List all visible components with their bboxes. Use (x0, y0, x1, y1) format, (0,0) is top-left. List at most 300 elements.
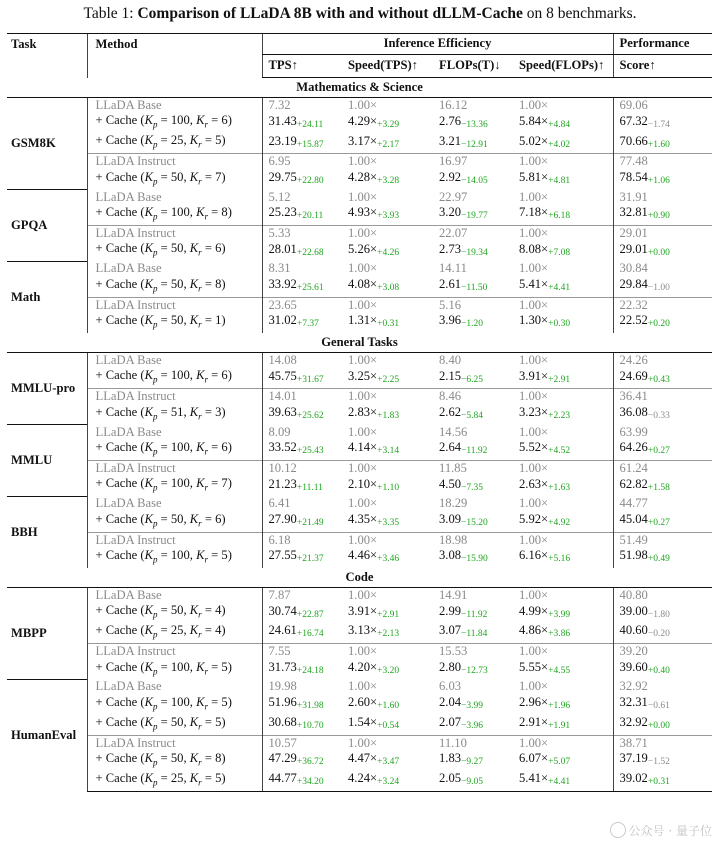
flops-value: 15.53 (439, 644, 468, 659)
method-cell: + Cache ($K_p = 100$, $K_r = 6$) (87, 440, 262, 460)
flops-cell (433, 476, 513, 496)
watermark-text: 公众号 · 量子位 (628, 824, 712, 838)
tps-cell (262, 532, 342, 548)
speed-flops-cell (513, 352, 613, 368)
speed-flops-delta: +4.55 (548, 665, 571, 676)
flops-value: 1.83 (439, 751, 462, 766)
caption-suffix: on 8 benchmarks. (522, 5, 637, 22)
method-label: LLaDA Instruct (95, 389, 176, 404)
tps-cell (262, 771, 342, 791)
flops-value: 2.80 (439, 659, 462, 674)
table-row (7, 548, 712, 568)
kr-value: 6 (221, 368, 228, 383)
flops-cell (433, 190, 513, 205)
speed-tps-delta: +1.10 (377, 482, 400, 493)
score-value: 37.19 (619, 751, 648, 766)
speed-flops-value: 1.00× (519, 389, 549, 404)
tps-delta: +36.72 (296, 757, 324, 768)
tps-value: 30.74 (268, 603, 297, 618)
flops-value: 11.10 (439, 735, 467, 750)
flops-value: 2.07 (439, 715, 462, 730)
kp-symbol: $K_p$ (144, 476, 158, 493)
score-value: 24.69 (619, 368, 648, 383)
speed-flops-value: 1.00× (519, 189, 549, 204)
speed-tps-delta: +1.83 (377, 410, 400, 421)
kr-value: 5 (215, 133, 222, 148)
method-cell (87, 154, 262, 170)
flops-cell (433, 205, 513, 225)
kr-symbol: $K_r$ (189, 751, 202, 768)
kp-value: 25 (170, 133, 184, 148)
method-cell: + Cache ($K_p = 50$, $K_r = 6$) (87, 512, 262, 532)
tps-cell (262, 751, 342, 771)
table-row (7, 352, 712, 368)
method-cell (87, 352, 262, 368)
flops-value: 22.07 (439, 225, 468, 240)
score-cell (613, 715, 712, 735)
tps-cell (262, 425, 342, 440)
speed-tps-value: 1.00× (348, 189, 378, 204)
speed-tps-delta: +3.47 (377, 757, 400, 768)
score-value: 70.66 (619, 133, 648, 148)
speed-flops-cell (513, 113, 613, 133)
speed-tps-cell (342, 603, 433, 623)
method-cell: + Cache ($K_p = 25$, $K_r = 5$) (87, 771, 262, 791)
speed-flops-value: 1.00× (519, 154, 549, 169)
table-row (7, 735, 712, 751)
section-title: General Tasks (7, 333, 712, 353)
speed-flops-cell (513, 532, 613, 548)
score-delta: +0.00 (647, 721, 670, 732)
flops-delta: −12.91 (461, 139, 488, 150)
speed-flops-cell (513, 548, 613, 568)
tps-value: 8.09 (268, 424, 291, 439)
speed-tps-cell (342, 771, 433, 791)
method-cell (87, 460, 262, 476)
flops-value: 2.99 (439, 603, 462, 618)
tps-value: 31.02 (268, 313, 297, 328)
table-body (7, 78, 712, 792)
kp-value: 100 (170, 439, 190, 454)
speed-flops-value: 1.00× (519, 261, 549, 276)
speed-flops-value: 6.07× (519, 751, 549, 766)
flops-delta: −3.99 (461, 701, 484, 712)
method-cell: + Cache ($K_p = 100$, $K_r = 7$) (87, 476, 262, 496)
speed-tps-cell (342, 190, 433, 205)
speed-flops-delta: +5.16 (548, 554, 571, 565)
kp-symbol: $K_p$ (144, 694, 158, 712)
score-cell (613, 241, 712, 261)
speed-tps-cell (342, 644, 433, 660)
tps-cell (262, 496, 342, 511)
speed-flops-value: 5.92× (519, 511, 549, 526)
flops-value: 11.85 (439, 460, 467, 475)
speed-flops-delta: +0.30 (548, 319, 571, 330)
speed-tps-cell (342, 297, 433, 313)
tps-cell (262, 170, 342, 190)
method-cell (87, 644, 262, 660)
method-cell: + Cache ($K_p = 50$, $K_r = 6$) (87, 241, 262, 261)
kr-value: 7 (221, 476, 228, 491)
score-delta: +0.90 (647, 211, 670, 222)
flops-cell (433, 695, 513, 715)
score-value: 64.26 (619, 440, 648, 455)
header-method: Method (87, 34, 262, 78)
score-cell (613, 735, 712, 751)
flops-value: 3.21 (439, 133, 462, 148)
task-name: BBH (7, 496, 87, 568)
header-task: Task (7, 34, 87, 78)
flops-delta: −15.20 (461, 517, 488, 528)
speed-flops-cell (513, 512, 613, 532)
method-cell (87, 496, 262, 511)
speed-tps-delta: +3.29 (377, 119, 400, 130)
tps-cell (262, 261, 342, 276)
speed-tps-delta: +2.25 (377, 374, 400, 385)
tps-value: 25.23 (268, 205, 297, 220)
speed-flops-value: 1.00× (519, 297, 549, 312)
table-row (7, 476, 712, 496)
score-value: 44.77 (619, 496, 648, 511)
table-row (7, 460, 712, 476)
method-label: LLaDA Base (95, 587, 162, 602)
kr-symbol: $K_r$ (189, 312, 202, 330)
tps-cell (262, 190, 342, 205)
speed-flops-delta: +1.63 (548, 482, 571, 493)
method-label: LLaDA Instruct (95, 532, 176, 547)
flops-cell (433, 735, 513, 751)
score-delta: −0.33 (647, 410, 670, 421)
speed-tps-value: 3.17× (348, 133, 378, 148)
speed-tps-value: 2.60× (348, 695, 378, 710)
tps-cell (262, 715, 342, 735)
kr-symbol: $K_r$ (189, 603, 202, 620)
speed-flops-value: 1.00× (519, 644, 549, 659)
speed-tps-value: 1.00× (348, 352, 378, 367)
kr-symbol: $K_r$ (196, 694, 208, 712)
tps-cell (262, 512, 342, 532)
table-row (7, 715, 712, 735)
speed-flops-cell (513, 476, 613, 496)
tps-cell (262, 476, 342, 496)
kr-symbol: $K_r$ (189, 169, 202, 187)
score-value: 30.84 (619, 261, 648, 276)
method-cell (87, 679, 262, 694)
kr-symbol: $K_r$ (196, 368, 208, 385)
method-label: LLaDA Base (95, 98, 162, 112)
flops-delta: −11.92 (461, 609, 488, 620)
tps-value: 14.01 (268, 389, 297, 404)
score-value: 69.06 (619, 98, 648, 112)
tps-value: 6.41 (268, 496, 291, 511)
speed-tps-delta: +3.35 (377, 517, 400, 528)
kr-symbol: $K_r$ (196, 476, 208, 493)
kr-value: 8 (215, 751, 222, 766)
kr-value: 5 (215, 771, 222, 786)
score-value: 22.52 (619, 313, 648, 328)
speed-tps-cell (342, 225, 433, 241)
score-cell (613, 548, 712, 568)
kr-symbol: $K_r$ (189, 276, 202, 294)
flops-cell (433, 98, 513, 114)
score-value: 32.92 (619, 679, 648, 694)
score-cell (613, 679, 712, 694)
table-row (7, 190, 712, 205)
wechat-icon (610, 822, 626, 838)
speed-tps-cell (342, 368, 433, 388)
kp-symbol: $K_p$ (144, 241, 158, 258)
table-row (7, 679, 712, 694)
tps-cell (262, 644, 342, 660)
speed-flops-delta: +6.18 (548, 211, 571, 222)
header-inference-efficiency: Inference Efficiency (262, 34, 613, 55)
score-cell (613, 133, 712, 153)
speed-flops-delta: +4.81 (548, 175, 571, 186)
score-value: 67.32 (619, 113, 648, 128)
score-value: 39.60 (619, 659, 648, 674)
speed-tps-cell (342, 405, 433, 425)
tps-cell (262, 98, 342, 114)
method-label: LLaDA Base (95, 496, 162, 511)
score-delta: +0.27 (647, 446, 670, 457)
speed-tps-value: 1.00× (348, 297, 378, 312)
kp-value: 50 (170, 603, 184, 618)
tps-value: 23.65 (268, 297, 297, 312)
task-name: MMLU (7, 425, 87, 497)
task-name: GSM8K (11, 135, 56, 150)
flops-cell (433, 352, 513, 368)
method-label: LLaDA Instruct (95, 297, 176, 312)
flops-value: 18.98 (439, 532, 468, 547)
tps-value: 10.12 (268, 460, 297, 475)
tps-delta: +16.74 (296, 629, 324, 640)
tps-cell (262, 405, 342, 425)
kr-symbol: $K_r$ (189, 404, 202, 422)
speed-tps-cell (342, 261, 433, 276)
tps-value: 5.12 (268, 189, 291, 204)
speed-tps-cell (342, 587, 433, 603)
score-value: 39.20 (619, 644, 648, 659)
tps-delta: +24.18 (296, 665, 324, 676)
score-cell (613, 261, 712, 276)
table-row (7, 313, 712, 333)
tps-value: 47.29 (268, 751, 297, 766)
tps-value: 6.18 (268, 532, 291, 547)
kp-symbol: $K_p$ (144, 547, 158, 565)
speed-tps-value: 4.29× (348, 113, 378, 128)
kr-value: 1 (215, 312, 222, 327)
flops-value: 14.11 (439, 261, 467, 276)
score-value: 29.01 (619, 241, 648, 256)
caption-title: Comparison of LLaDA 8B with and without dLLM-Cache (137, 5, 523, 22)
speed-tps-delta: +3.28 (377, 175, 400, 186)
flops-cell (433, 133, 513, 153)
method-cell: + Cache ($K_p = 50$, $K_r = 7$) (87, 170, 262, 190)
tps-cell (262, 735, 342, 751)
tps-delta: +25.61 (296, 282, 324, 293)
speed-tps-cell (342, 715, 433, 735)
speed-flops-value: 5.41× (519, 276, 549, 291)
tps-value: 31.73 (268, 659, 297, 674)
speed-flops-delta: +3.99 (548, 609, 571, 620)
method-label: LLaDA Base (95, 189, 162, 204)
speed-flops-cell (513, 261, 613, 276)
table-row (7, 154, 712, 170)
tps-value: 44.77 (268, 771, 297, 786)
flops-cell (433, 532, 513, 548)
speed-flops-value: 3.23× (519, 404, 549, 419)
tps-delta: +25.43 (296, 446, 324, 457)
speed-flops-value: 5.52× (519, 440, 549, 455)
kr-symbol: $K_r$ (189, 771, 202, 788)
score-cell (613, 476, 712, 496)
task-name: HumanEval (7, 679, 87, 791)
kr-value: 4 (215, 603, 222, 618)
score-value: 45.04 (619, 511, 648, 526)
speed-flops-value: 2.63× (519, 476, 549, 491)
method-cell (87, 98, 262, 114)
method-label: LLaDA Base (95, 424, 162, 439)
speed-tps-value: 4.35× (348, 511, 378, 526)
tps-cell (262, 389, 342, 405)
score-delta: +0.27 (647, 517, 670, 528)
speed-tps-cell (342, 660, 433, 680)
kp-value: 25 (170, 623, 184, 638)
tps-cell (262, 548, 342, 568)
kr-symbol: $K_r$ (196, 547, 208, 565)
flops-cell (433, 170, 513, 190)
tps-delta: +21.49 (296, 517, 324, 528)
flops-cell (433, 771, 513, 791)
speed-tps-cell (342, 440, 433, 460)
speed-flops-value: 4.99× (519, 603, 549, 618)
tps-value: 5.33 (268, 225, 291, 240)
tps-value: 21.23 (268, 476, 297, 491)
speed-flops-value: 1.00× (519, 225, 549, 240)
score-cell (613, 695, 712, 715)
speed-flops-cell (513, 368, 613, 388)
tps-delta: +31.98 (296, 701, 324, 712)
speed-tps-delta: +3.24 (377, 777, 400, 788)
flops-delta: −14.05 (461, 175, 488, 186)
method-cell: + Cache ($K_p = 25$, $K_r = 5$) (87, 133, 262, 153)
method-label: LLaDA Base (95, 261, 162, 276)
kr-value: 5 (221, 694, 228, 709)
table-row (7, 277, 712, 297)
speed-tps-value: 1.00× (348, 679, 378, 694)
speed-flops-cell (513, 771, 613, 791)
speed-flops-value: 6.16× (519, 548, 549, 563)
table-row (7, 660, 712, 680)
flops-delta: −15.90 (461, 554, 488, 565)
tps-value: 51.96 (268, 695, 297, 710)
method-cell (87, 532, 262, 548)
kp-value: 50 (170, 511, 184, 526)
flops-delta: −11.50 (461, 282, 488, 293)
speed-flops-cell (513, 751, 613, 771)
flops-value: 2.62 (439, 404, 462, 419)
flops-value: 2.05 (439, 771, 462, 786)
flops-delta: −5.84 (461, 410, 484, 421)
score-delta: +1.60 (647, 139, 670, 150)
flops-delta: −9.27 (461, 757, 484, 768)
tps-cell (262, 679, 342, 694)
tps-cell (262, 352, 342, 368)
score-delta: −1.52 (647, 757, 670, 768)
score-value: 22.32 (619, 297, 648, 312)
score-delta: +0.00 (647, 247, 670, 258)
score-delta: +0.31 (647, 777, 670, 788)
kp-value: 100 (170, 476, 190, 491)
speed-tps-cell (342, 460, 433, 476)
speed-tps-value: 4.47× (348, 751, 378, 766)
method-label: LLaDA Instruct (95, 644, 176, 659)
speed-tps-delta: +2.17 (377, 139, 400, 150)
method-cell: + Cache ($K_p = 100$, $K_r = 5$) (87, 548, 262, 568)
tps-value: 7.87 (268, 587, 291, 602)
flops-delta: −9.05 (461, 777, 484, 788)
method-cell (87, 261, 262, 276)
kp-symbol: $K_p$ (144, 368, 158, 385)
kp-symbol: $K_p$ (144, 603, 158, 620)
flops-value: 14.56 (439, 424, 468, 439)
speed-flops-delta: +4.41 (548, 282, 571, 293)
section-row (7, 568, 712, 588)
speed-tps-cell (342, 170, 433, 190)
flops-cell (433, 587, 513, 603)
flops-cell (433, 261, 513, 276)
kr-value: 4 (215, 623, 222, 638)
score-cell (613, 170, 712, 190)
score-value: 36.08 (619, 404, 648, 419)
table-row (7, 368, 712, 388)
speed-flops-value: 7.18× (519, 205, 549, 220)
tps-value: 23.19 (268, 133, 297, 148)
speed-flops-delta: +4.84 (548, 119, 571, 130)
kr-value: 6 (221, 113, 228, 128)
score-value: 63.99 (619, 424, 648, 439)
score-value: 51.98 (619, 548, 648, 563)
speed-flops-cell (513, 313, 613, 333)
score-cell (613, 405, 712, 425)
score-cell (613, 532, 712, 548)
flops-value: 2.64 (439, 440, 462, 455)
speed-tps-cell (342, 532, 433, 548)
method-label: LLaDA Instruct (95, 225, 176, 240)
flops-value: 4.50 (439, 476, 462, 491)
score-value: 36.41 (619, 389, 648, 404)
score-value: 29.01 (619, 225, 648, 240)
flops-cell (433, 389, 513, 405)
method-cell: + Cache ($K_p = 50$, $K_r = 8$) (87, 277, 262, 297)
speed-flops-cell (513, 603, 613, 623)
speed-flops-delta: +5.07 (548, 757, 571, 768)
tps-value: 19.98 (268, 679, 297, 694)
speed-flops-cell (513, 389, 613, 405)
tps-value: 28.01 (268, 241, 297, 256)
score-value: 31.91 (619, 189, 648, 204)
flops-cell (433, 751, 513, 771)
tps-value: 6.95 (268, 154, 291, 169)
score-cell (613, 225, 712, 241)
kp-value: 50 (170, 169, 184, 184)
score-cell (613, 368, 712, 388)
speed-flops-value: 1.00× (519, 735, 549, 750)
method-label: LLaDA Instruct (95, 735, 176, 750)
method-cell (87, 735, 262, 751)
flops-cell (433, 154, 513, 170)
method-cell: + Cache ($K_p = 100$, $K_r = 5$) (87, 660, 262, 680)
